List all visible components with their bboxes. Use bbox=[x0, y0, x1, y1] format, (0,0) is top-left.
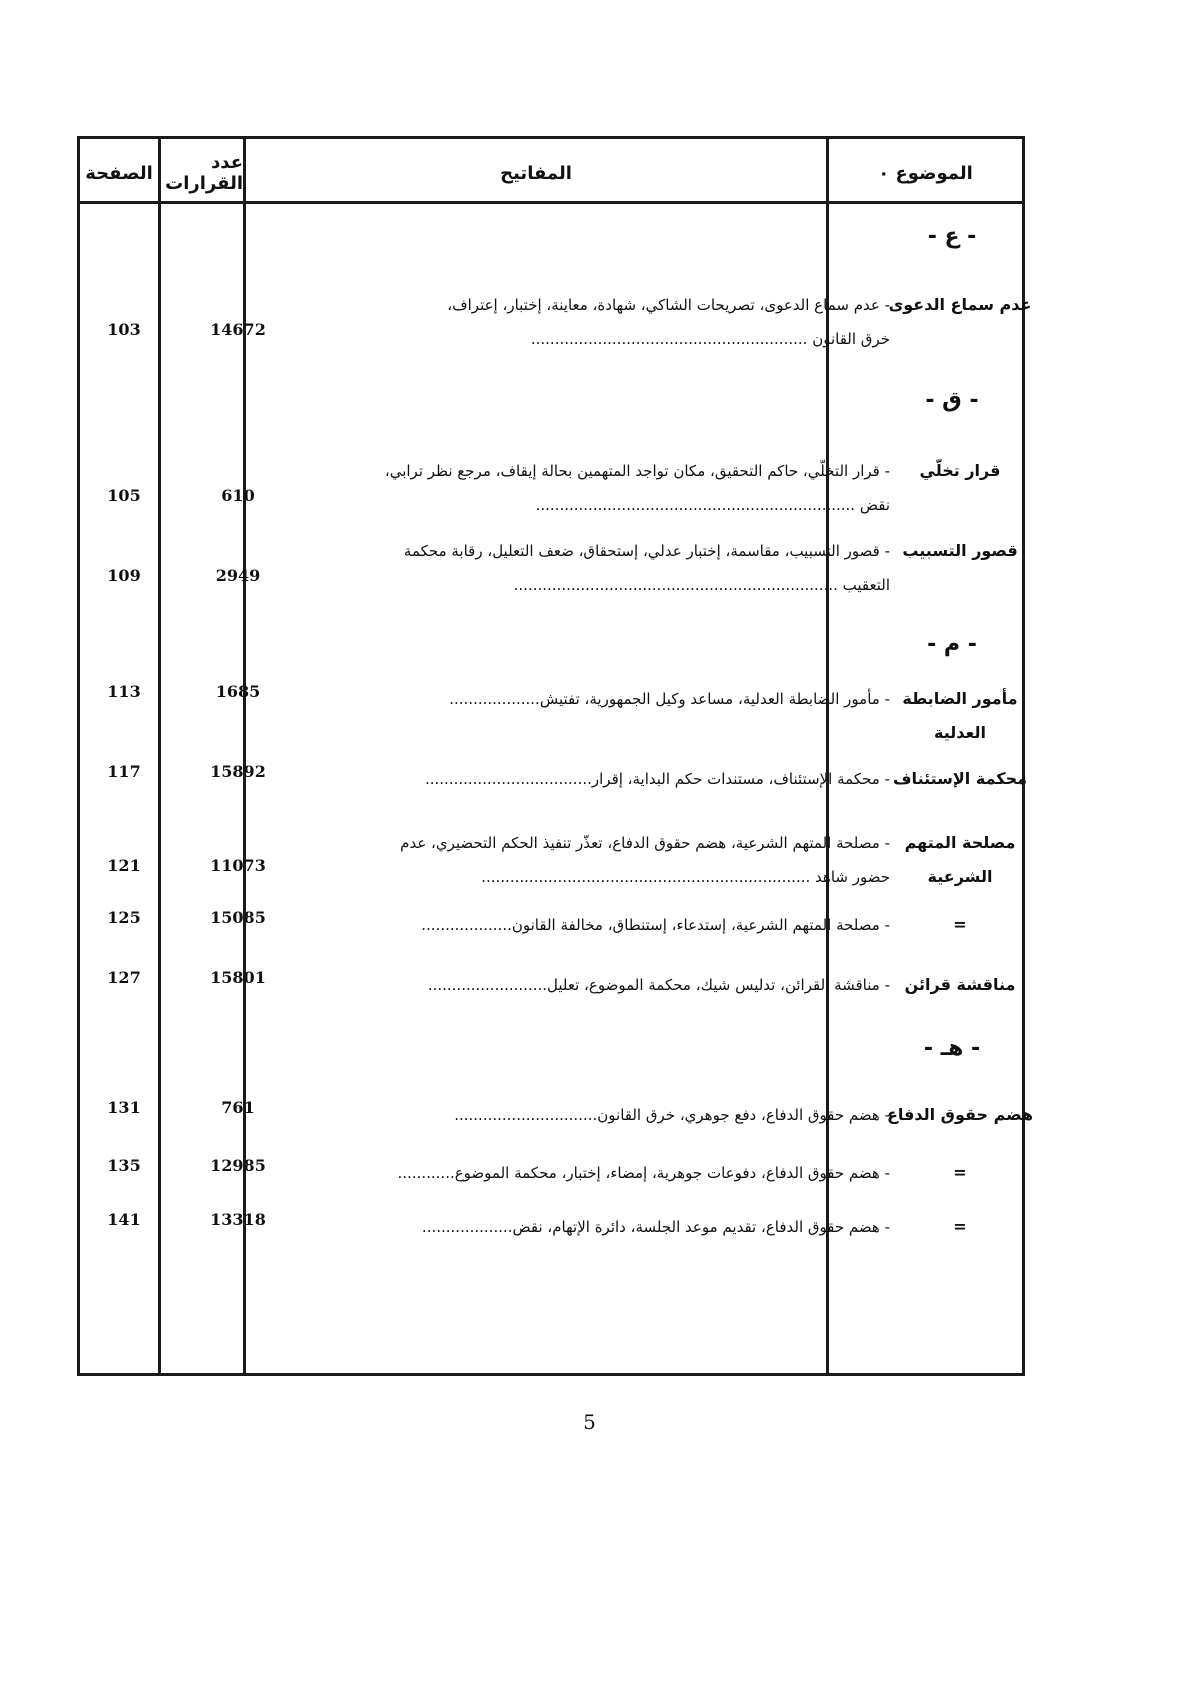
row-page-number: 125 bbox=[107, 908, 141, 927]
row-topic: عدم سماع الدعوى bbox=[888, 295, 1032, 314]
row-keywords: - مناقشة القرائن، تدليس شيك، محكمة الموضوع، تعليل......................... bbox=[427, 976, 890, 994]
section-letter-qaf: - ق - bbox=[925, 388, 979, 413]
header-topic: الموضوع ٠ bbox=[878, 162, 973, 184]
row-decision-number: 1685 bbox=[215, 682, 261, 701]
row-decision-number: 15892 bbox=[210, 762, 266, 781]
row-topic: هضم حقوق الدفاع bbox=[886, 1105, 1034, 1124]
row-keywords: - مصلحة المتهم الشرعية، هضم حقوق الدفاع، تعذّر تنفيذ الحكم التحضيري، عدم حضور شاهد ..................................................................... bbox=[400, 834, 890, 886]
row-topic: مناقشة قرائن bbox=[904, 975, 1016, 994]
row-decision-number: 13318 bbox=[210, 1210, 266, 1229]
row-page-number: 105 bbox=[107, 486, 141, 505]
header-divider bbox=[80, 201, 1022, 204]
row-topic: مأمور الضابطة العدلية bbox=[902, 689, 1018, 742]
row-decision-number: 11073 bbox=[210, 856, 266, 875]
row-page-number: 121 bbox=[107, 856, 141, 875]
row-topic: محكمة الإستئناف bbox=[892, 769, 1028, 788]
section-letter-ain: - ع - bbox=[927, 224, 977, 249]
row-page-number: 135 bbox=[107, 1156, 141, 1175]
row-topic: قصور التسبيب bbox=[902, 541, 1018, 560]
row-page-number: 113 bbox=[107, 682, 141, 701]
row-topic: مصلحة المتهم الشرعية bbox=[904, 833, 1016, 886]
row-decision-number: 12985 bbox=[210, 1156, 266, 1175]
row-keywords: - هضم حقوق الدفاع، تقديم موعد الجلسة، دائرة الإتهام، نقض................... bbox=[421, 1218, 890, 1236]
header-keywords: المفاتيح bbox=[500, 162, 572, 184]
row-decision-number: 2949 bbox=[215, 566, 261, 585]
row-keywords: - مصلحة المتهم الشرعية، إستدعاء، إستنطاق، مخالفة القانون................... bbox=[421, 916, 890, 934]
page-number: 5 bbox=[583, 1410, 596, 1434]
row-keywords: - قصور التسبيب، مقاسمة، إختبار عدلي، إستحقاق، ضعف التعليل، رقابة محكمة التعقيب .................................................................... bbox=[403, 542, 890, 594]
row-topic: = bbox=[953, 1217, 967, 1236]
header-decisions: عدد القرارات bbox=[165, 152, 243, 194]
row-page-number: 117 bbox=[107, 762, 141, 781]
row-page-number: 103 bbox=[107, 320, 141, 339]
row-keywords: - محكمة الإستئناف، مستندات حكم البداية، إقرار................................... bbox=[424, 770, 890, 788]
row-keywords: - هضم حقوق الدفاع، دفوعات جوهرية، إمضاء، إختبار، محكمة الموضوع............ bbox=[397, 1164, 890, 1182]
row-page-number: 127 bbox=[107, 968, 141, 987]
row-decision-number: 761 bbox=[221, 1098, 255, 1117]
row-decision-number: 15085 bbox=[210, 908, 266, 927]
row-keywords: - هضم حقوق الدفاع، دفع جوهري، خرق القانون.............................. bbox=[454, 1106, 890, 1124]
row-page-number: 109 bbox=[107, 566, 141, 585]
header-page: الصفحة bbox=[85, 162, 153, 184]
section-letter-mim: - م - bbox=[927, 632, 977, 657]
row-page-number: 141 bbox=[107, 1210, 141, 1229]
section-letter-ha: - هـ - bbox=[923, 1036, 981, 1061]
row-decision-number: 14672 bbox=[210, 320, 266, 339]
row-page-number: 131 bbox=[107, 1098, 141, 1117]
row-keywords: - قرار التخلّي، حاكم التحقيق، مكان تواجد المتهمين بحالة إيقاف، مرجع نظر ترابي، نقض ................................................................... bbox=[384, 462, 890, 514]
row-decision-number: 15801 bbox=[210, 968, 266, 987]
row-keywords: - عدم سماع الدعوى، تصريحات الشاكي، شهادة، معاينة، إختبار، إعتراف، خرق القانون .......................................................... bbox=[447, 296, 890, 348]
row-topic: = bbox=[953, 915, 967, 934]
row-topic: = bbox=[953, 1163, 967, 1182]
row-keywords: - مأمور الضابطة العدلية، مساعد وكيل الجمهورية، تفتيش................... bbox=[449, 690, 890, 708]
row-topic: قرار تخلّي bbox=[919, 461, 1001, 480]
row-decision-number: 610 bbox=[221, 486, 255, 505]
